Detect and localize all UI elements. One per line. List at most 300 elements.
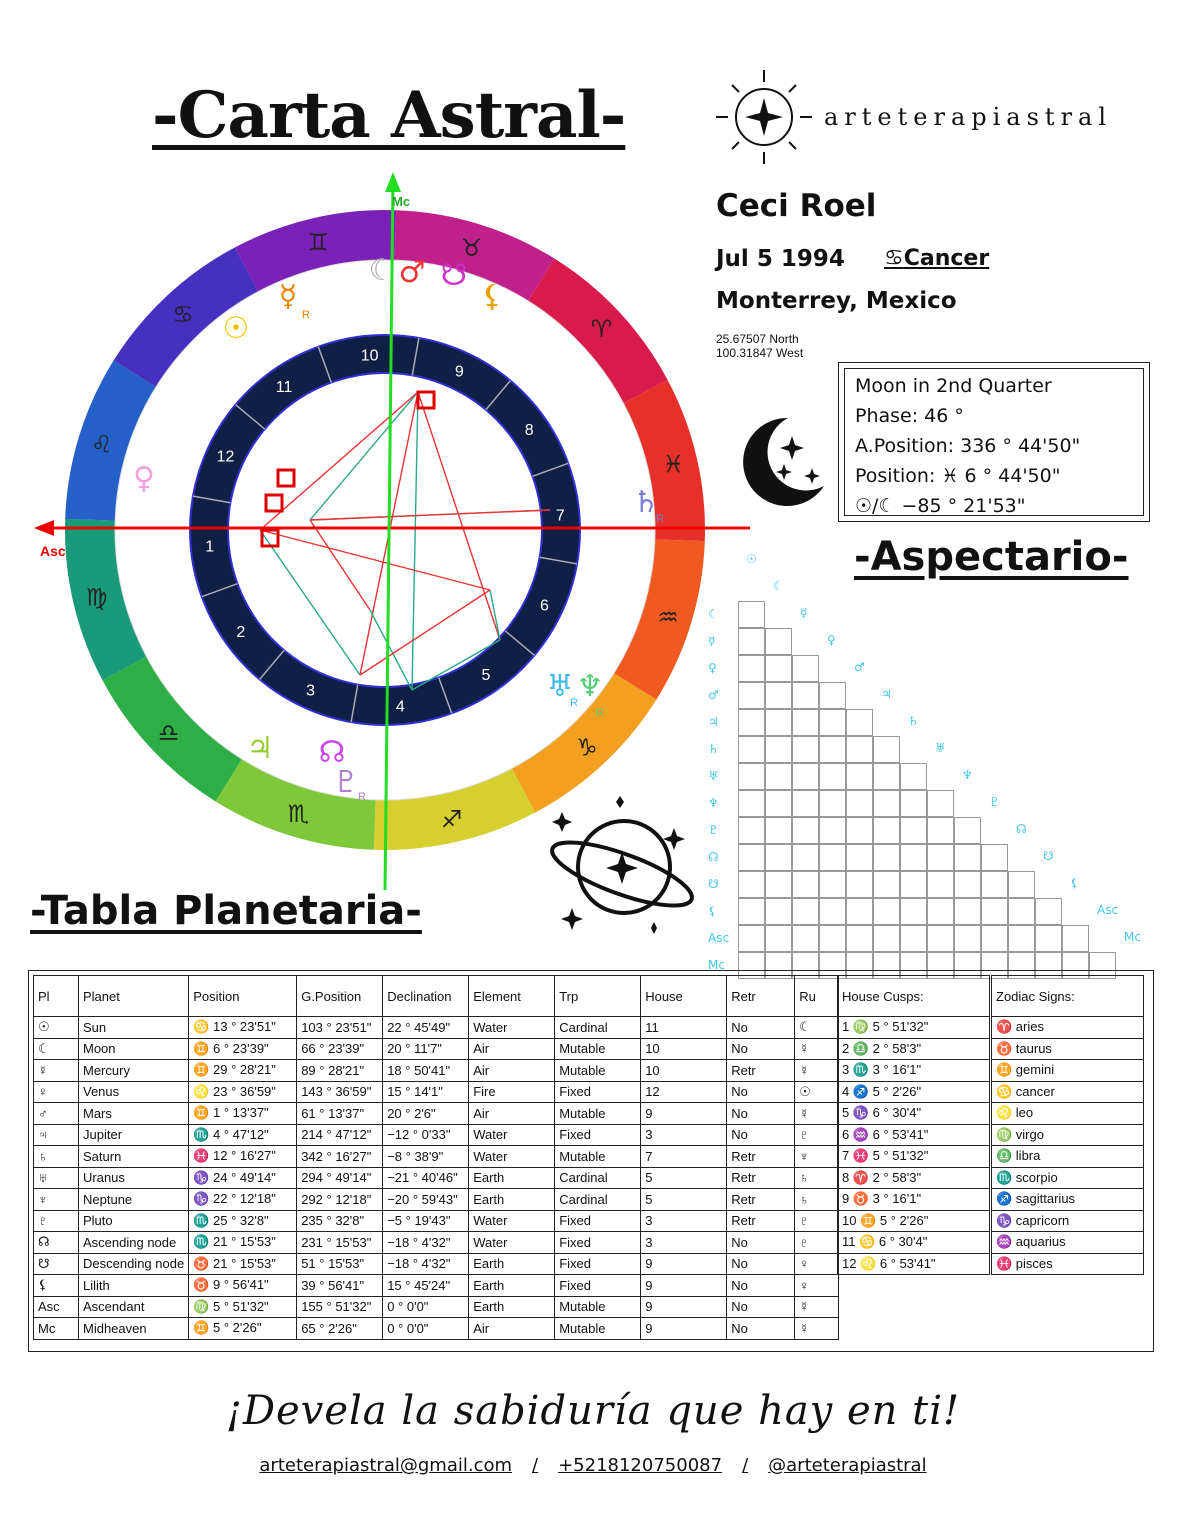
aspect-cell	[765, 871, 792, 898]
table-cell: ♉ taurus	[992, 1038, 1144, 1060]
aspect-cell	[846, 790, 873, 817]
aspect-cell	[819, 682, 846, 709]
aspect-cell	[954, 898, 981, 925]
table-cell: 3	[641, 1232, 727, 1254]
contact-phone[interactable]: +5218120750087	[558, 1455, 723, 1476]
aspect-cell	[1062, 925, 1089, 952]
table-cell: Mutable	[555, 1060, 641, 1082]
aspect-col-label: ♂	[854, 660, 865, 674]
table-cell: −18 ° 4'32"	[383, 1232, 469, 1254]
house-number: 6	[540, 597, 549, 615]
column-header: House	[641, 976, 727, 1017]
table-cell: Mutable	[555, 1318, 641, 1340]
aspect-row-label: ♇	[708, 823, 719, 837]
table-cell: ♋ 13 ° 23'51"	[189, 1017, 297, 1039]
table-cell: Saturn	[79, 1146, 189, 1168]
retro-mark: R	[656, 513, 664, 525]
aspect-col-label: ♄	[908, 714, 919, 728]
aspect-cell	[738, 736, 765, 763]
aspect-cell	[765, 763, 792, 790]
table-row	[838, 1081, 990, 1103]
table-cell: Cardinal	[555, 1189, 641, 1211]
aspect-cell	[1035, 898, 1062, 925]
table-cell: No	[727, 1253, 795, 1275]
column-header: Trp	[555, 976, 641, 1017]
table-cell: Fixed	[555, 1210, 641, 1232]
aspect-cell	[927, 871, 954, 898]
table-row	[34, 1318, 839, 1340]
aspect-row-label: Mc	[708, 958, 725, 972]
table-row	[992, 1103, 1144, 1125]
zodiac-sign-icon: ♐	[440, 805, 463, 834]
retro-mark: R	[358, 791, 366, 803]
asc-arrow-icon	[34, 520, 54, 536]
table-row	[992, 1081, 1144, 1103]
table-cell: 61 ° 13'37"	[297, 1103, 383, 1125]
column-header: Planet	[79, 976, 189, 1017]
table-cell: ☿	[34, 1060, 79, 1082]
aspect-cell	[819, 871, 846, 898]
table-header-row	[838, 976, 990, 1017]
table-cell: 3 ♏ 3 ° 16'1"	[838, 1060, 990, 1082]
zodiac-sign-icon: ♋	[172, 300, 194, 329]
table-row	[838, 1189, 990, 1211]
tabla-planetaria-title: -Tabla Planetaria-	[30, 888, 422, 934]
table-row	[34, 1103, 839, 1125]
sun-sign	[884, 246, 989, 271]
table-cell: 9	[641, 1253, 727, 1275]
table-cell: 5 ♑ 6 ° 30'4"	[838, 1103, 990, 1125]
table-cell: 1 ♍ 5 ° 51'32"	[838, 1017, 990, 1039]
table-row	[34, 1296, 839, 1318]
mercury-icon: ☿	[278, 279, 298, 314]
aspect-cell	[846, 925, 873, 952]
zodiac-sign-icon: ♒	[657, 603, 679, 632]
natal-chart-wheel	[20, 170, 760, 900]
zodiac-sign-icon: ♍	[85, 583, 108, 612]
table-cell: ♑ 24 ° 49'14"	[189, 1167, 297, 1189]
aspect-cell	[927, 844, 954, 871]
aspect-cell	[792, 682, 819, 709]
aspect-cell	[819, 844, 846, 871]
house-cusps-table	[837, 975, 990, 1275]
table-cell: Mars	[79, 1103, 189, 1125]
aspect-cell	[981, 844, 1008, 871]
aspect-cell	[765, 736, 792, 763]
aspect-cell	[765, 682, 792, 709]
house-number: 11	[275, 378, 293, 396]
table-cell: ♓ 12 ° 16'27"	[189, 1146, 297, 1168]
table-cell: ♊ 6 ° 23'39"	[189, 1038, 297, 1060]
table-cell: 214 ° 47'12"	[297, 1124, 383, 1146]
table-cell: ♏ 4 ° 47'12"	[189, 1124, 297, 1146]
house-number: 2	[236, 623, 246, 641]
retro-mark: R	[302, 309, 310, 321]
aspect-cell	[846, 871, 873, 898]
table-cell: ♊ gemini	[992, 1060, 1144, 1082]
table-cell: ♆	[795, 1146, 839, 1168]
table-cell: 235 ° 32'8"	[297, 1210, 383, 1232]
table-cell: ♌ leo	[992, 1103, 1144, 1125]
table-row	[838, 1232, 990, 1254]
aspect-cell	[738, 655, 765, 682]
aspect-cell	[954, 925, 981, 952]
table-cell: ♄	[34, 1146, 79, 1168]
table-cell: 22 ° 45'49"	[383, 1017, 469, 1039]
table-cell: ♊ 1 ° 13'37"	[189, 1103, 297, 1125]
table-cell: ♃	[34, 1124, 79, 1146]
table-cell: Descending node	[79, 1253, 189, 1275]
aspect-cell	[846, 817, 873, 844]
table-cell: Earth	[469, 1296, 555, 1318]
table-cell: −5 ° 19'43"	[383, 1210, 469, 1232]
moon-phase-box	[838, 362, 1150, 522]
aspect-cell	[738, 925, 765, 952]
table-cell: ♐ sagittarius	[992, 1189, 1144, 1211]
table-cell: ☿	[795, 1318, 839, 1340]
house-number: 5	[481, 667, 491, 685]
table-cell: 9 ♉ 3 ° 16'1"	[838, 1189, 990, 1211]
aspect-cell	[792, 898, 819, 925]
table-cell: ♑ capricorn	[992, 1210, 1144, 1232]
jupiter-icon: ♃	[246, 731, 274, 766]
aspect-cell	[765, 925, 792, 952]
aspect-cell	[900, 763, 927, 790]
planet-saturn-doodle-icon	[544, 792, 694, 942]
aspect-cell	[900, 844, 927, 871]
pluto-icon: ♇	[332, 765, 360, 800]
table-cell: ♍ virgo	[992, 1124, 1144, 1146]
aspect-cell	[792, 790, 819, 817]
table-cell: ♅	[34, 1167, 79, 1189]
aspect-cell	[765, 709, 792, 736]
table-cell: ♀	[34, 1081, 79, 1103]
table-cell: Cardinal	[555, 1167, 641, 1189]
table-row	[992, 1017, 1144, 1039]
footer-contact: arteterapiastral@gmail.com / +5218120750087 / @arteterapiastral	[259, 1455, 927, 1476]
table-cell: Venus	[79, 1081, 189, 1103]
table-cell: ♏ 21 ° 15'53"	[189, 1232, 297, 1254]
table-cell: ☊	[34, 1232, 79, 1254]
table-row	[992, 1038, 1144, 1060]
aspect-cell	[738, 763, 765, 790]
table-cell: No	[727, 1232, 795, 1254]
asc-label: Asc	[40, 543, 66, 559]
aspect-cell	[927, 925, 954, 952]
table-row	[838, 1124, 990, 1146]
aspect-cell	[873, 844, 900, 871]
zodiac-signs-table	[991, 975, 1144, 1275]
table-row	[992, 1253, 1144, 1275]
table-cell: Neptune	[79, 1189, 189, 1211]
aspect-cell	[873, 925, 900, 952]
table-cell: Moon	[79, 1038, 189, 1060]
table-header-row	[992, 976, 1144, 1017]
aspect-cell	[738, 628, 765, 655]
aspect-cell	[819, 925, 846, 952]
table-cell: No	[727, 1124, 795, 1146]
aspect-row-label: ♀	[708, 661, 717, 675]
table-cell: Mutable	[555, 1038, 641, 1060]
aspect-cell	[765, 898, 792, 925]
table-cell: ☿	[795, 1038, 839, 1060]
aspect-cell	[873, 898, 900, 925]
table-row	[34, 1232, 839, 1254]
house-number: 7	[555, 507, 565, 525]
aspect-cell	[954, 817, 981, 844]
table-cell: ♌ 23 ° 36'59"	[189, 1081, 297, 1103]
table-cell: ♒ aquarius	[992, 1232, 1144, 1254]
table-cell: Fixed	[555, 1275, 641, 1297]
aspect-row-label: ♅	[708, 769, 719, 783]
table-cell: 292 ° 12'18"	[297, 1189, 383, 1211]
aspect-col-label: ♀	[827, 633, 836, 647]
table-cell: 9	[641, 1318, 727, 1340]
table-cell: 10 ♊ 5 ° 2'26"	[838, 1210, 990, 1232]
table-row	[992, 1146, 1144, 1168]
aspect-cell	[792, 709, 819, 736]
aspect-cell	[792, 817, 819, 844]
table-row	[34, 1275, 839, 1297]
aspect-cell	[765, 790, 792, 817]
aspect-cell	[900, 898, 927, 925]
table-cell: 0 ° 0'0"	[383, 1296, 469, 1318]
table-row	[34, 1146, 839, 1168]
column-header: G.Position	[297, 976, 383, 1017]
aspect-cell	[738, 790, 765, 817]
table-cell: 4 ♐ 5 ° 2'26"	[838, 1081, 990, 1103]
sun-icon: ☉	[222, 311, 250, 346]
table-cell: −18 ° 4'32"	[383, 1253, 469, 1275]
aspect-col-label: ☾	[773, 579, 784, 593]
table-cell: ☾	[795, 1017, 839, 1039]
zodiac-sign-icon: ♎	[157, 718, 180, 747]
table-header-row	[34, 976, 839, 1017]
sun-moon-angle: ☉/☾ −85 ° 21'53"	[855, 495, 1026, 517]
aspect-row-label: ☾	[708, 607, 719, 621]
table-cell: Lilith	[79, 1275, 189, 1297]
table-cell: Retr	[727, 1146, 795, 1168]
aspect-col-label: ☋	[1043, 849, 1054, 863]
table-row	[838, 1103, 990, 1125]
aspect-cell	[981, 898, 1008, 925]
table-cell: No	[727, 1081, 795, 1103]
table-row	[34, 1081, 839, 1103]
table-cell: 8 ♈ 2 ° 58'3"	[838, 1167, 990, 1189]
aspect-col-label: ⚸	[1070, 876, 1079, 890]
table-cell: ♏ 25 ° 32'8"	[189, 1210, 297, 1232]
table-cell: ♓ pisces	[992, 1253, 1144, 1275]
aspect-col-label: ☿	[800, 606, 808, 620]
table-row	[34, 1038, 839, 1060]
table-cell: Mutable	[555, 1296, 641, 1318]
zodiac-sign-icon: ♌	[91, 430, 113, 459]
planet-table-box	[28, 970, 1154, 1352]
house-number: 3	[306, 682, 316, 700]
table-cell: Earth	[469, 1189, 555, 1211]
table-cell: Ascendant	[79, 1296, 189, 1318]
aspect-cell	[873, 790, 900, 817]
table-cell: ♂	[34, 1103, 79, 1125]
table-cell: 342 ° 16'27"	[297, 1146, 383, 1168]
table-cell: ♇	[795, 1232, 839, 1254]
table-cell: Fire	[469, 1081, 555, 1103]
house-number: 1	[205, 538, 215, 556]
aspect-col-label: Asc	[1097, 903, 1119, 917]
table-cell: Air	[469, 1038, 555, 1060]
aspect-cell	[738, 682, 765, 709]
aspectario-title: -Aspectario-	[854, 534, 1129, 580]
aspect-cell	[765, 655, 792, 682]
table-cell: ♄	[795, 1167, 839, 1189]
footer-quote: ¡Devela la sabiduría que hay en ti!	[225, 1388, 961, 1434]
aspect-cell	[900, 790, 927, 817]
table-cell: Earth	[469, 1167, 555, 1189]
table-cell: ♉ 9 ° 56'41"	[189, 1275, 297, 1297]
aspect-row-label: ♃	[708, 715, 719, 729]
table-cell: ☉	[34, 1017, 79, 1039]
table-cell: Cardinal	[555, 1017, 641, 1039]
moon-icon: ☾	[368, 253, 396, 288]
house-number: 8	[524, 422, 534, 440]
table-cell: ♇	[795, 1124, 839, 1146]
table-cell: Water	[469, 1210, 555, 1232]
aspect-cell	[954, 844, 981, 871]
aspect-cell	[900, 871, 927, 898]
latitude: 25.67507 North	[716, 332, 799, 346]
table-cell: −12 ° 0'33"	[383, 1124, 469, 1146]
aspect-cell	[846, 709, 873, 736]
table-row	[838, 1146, 990, 1168]
aspect-col-label: ☊	[1016, 822, 1027, 836]
aspect-cell	[738, 709, 765, 736]
table-cell: 12	[641, 1081, 727, 1103]
aspect-cell	[738, 844, 765, 871]
venus-icon: ♀	[133, 461, 155, 496]
aspect-cell	[765, 817, 792, 844]
table-cell: Air	[469, 1103, 555, 1125]
table-cell: 15 ° 45'24"	[383, 1275, 469, 1297]
table-cell: Air	[469, 1318, 555, 1340]
table-row	[992, 1167, 1144, 1189]
aspect-cell	[900, 925, 927, 952]
table-cell: 11 ♋ 6 ° 30'4"	[838, 1232, 990, 1254]
aspect-row-label: ⚸	[708, 904, 717, 918]
aspect-cell	[846, 844, 873, 871]
mc-label: Mc	[392, 194, 411, 209]
aspect-cell	[792, 655, 819, 682]
table-cell: Uranus	[79, 1167, 189, 1189]
table-row	[838, 1060, 990, 1082]
table-cell: ♇	[34, 1210, 79, 1232]
table-cell: 18 ° 50'41"	[383, 1060, 469, 1082]
table-cell: No	[727, 1038, 795, 1060]
brand-name: arteterapiastral	[824, 103, 1113, 131]
table-cell: ☉	[795, 1081, 839, 1103]
aspect-col-label: ☉	[746, 552, 757, 566]
table-cell: 9	[641, 1275, 727, 1297]
table-cell: ♎ libra	[992, 1146, 1144, 1168]
table-cell: Retr	[727, 1060, 795, 1082]
table-cell: No	[727, 1318, 795, 1340]
moon-a-position: A.Position: 336 ° 44'50"	[855, 435, 1081, 457]
aspect-cell	[927, 898, 954, 925]
aspect-cell	[738, 601, 765, 628]
house-number: 10	[360, 347, 379, 365]
table-cell: Fixed	[555, 1232, 641, 1254]
aspect-cell	[1008, 898, 1035, 925]
table-cell: 143 ° 36'59"	[297, 1081, 383, 1103]
table-row	[838, 1017, 990, 1039]
table-row	[838, 1038, 990, 1060]
person-name: Ceci Roel	[716, 188, 877, 224]
table-cell: No	[727, 1103, 795, 1125]
table-cell: 39 ° 56'41"	[297, 1275, 383, 1297]
table-row	[34, 1017, 839, 1039]
house-number: 9	[454, 363, 464, 381]
table-cell: 6 ♒ 6 ° 53'41"	[838, 1124, 990, 1146]
aspect-cell	[1008, 925, 1035, 952]
aspect-cell	[792, 844, 819, 871]
column-header: Retr	[727, 976, 795, 1017]
uranus-icon: ♅	[546, 669, 574, 704]
aspect-cell	[819, 817, 846, 844]
sun-sign-label: Cancer	[903, 246, 990, 271]
aspect-cell	[900, 817, 927, 844]
table-row	[992, 1124, 1144, 1146]
table-cell: ♍ 5 ° 51'32"	[189, 1296, 297, 1318]
contact-handle[interactable]: @arteterapiastral	[768, 1455, 927, 1476]
table-row	[838, 1253, 990, 1275]
table-cell: 5	[641, 1189, 727, 1211]
table-cell: Water	[469, 1124, 555, 1146]
column-header: Zodiac Signs:	[992, 976, 1144, 1017]
aspect-cell	[738, 871, 765, 898]
aspect-cell	[846, 736, 873, 763]
column-header: Declination	[383, 976, 469, 1017]
house-number: 4	[395, 698, 405, 716]
table-row	[34, 1124, 839, 1146]
cancer-icon: ♋	[884, 246, 904, 271]
table-cell: 15 ° 14'1"	[383, 1081, 469, 1103]
zodiac-sign-icon: ♉	[460, 233, 483, 262]
birth-city: Monterrey, Mexico	[716, 288, 957, 314]
table-cell: Mutable	[555, 1103, 641, 1125]
table-cell: 10	[641, 1060, 727, 1082]
table-cell: ♊ 5 ° 2'26"	[189, 1318, 297, 1340]
table-cell: −20 ° 59'43"	[383, 1189, 469, 1211]
aspect-col-label: ♅	[935, 741, 946, 755]
retro-mark: R	[596, 707, 604, 719]
ascending-node-icon: ☊	[318, 735, 346, 770]
aspect-cell	[819, 709, 846, 736]
table-cell: 20 ° 11'7"	[383, 1038, 469, 1060]
table-cell: 103 ° 23'51"	[297, 1017, 383, 1039]
table-cell: Fixed	[555, 1253, 641, 1275]
table-cell: Water	[469, 1146, 555, 1168]
zodiac-sign-icon: ♑	[576, 733, 598, 762]
aspect-row-label: ♄	[708, 742, 719, 756]
column-header: Element	[469, 976, 555, 1017]
aspect-row-label: ☋	[708, 877, 719, 891]
table-cell: Pluto	[79, 1210, 189, 1232]
table-row	[34, 1253, 839, 1275]
contact-email[interactable]: arteterapiastral@gmail.com	[259, 1455, 513, 1476]
table-cell: Mercury	[79, 1060, 189, 1082]
aspect-cell	[873, 763, 900, 790]
table-cell: ♇	[795, 1210, 839, 1232]
table-cell: Sun	[79, 1017, 189, 1039]
